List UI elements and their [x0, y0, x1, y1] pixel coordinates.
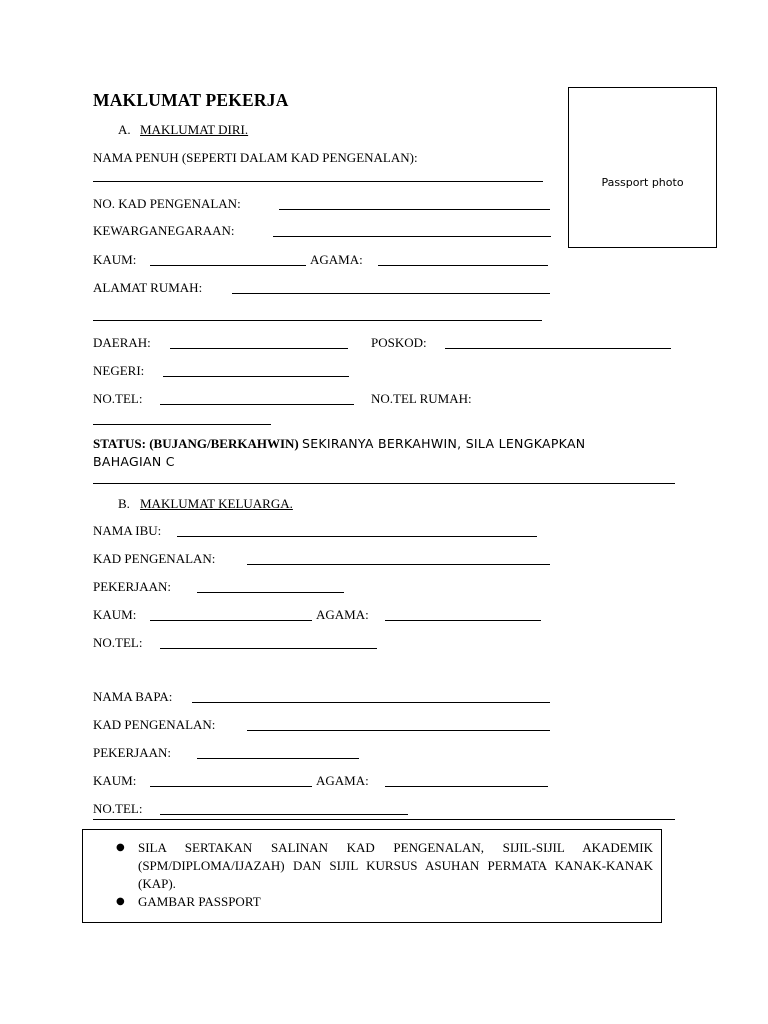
mother-name-field[interactable]	[177, 536, 537, 537]
mother-job-label: PEKERJAAN:	[93, 579, 172, 594]
section-divider	[93, 819, 675, 820]
note-item	[116, 893, 653, 911]
marital-status-note: SEKIRANYA BERKAHWIN, SILA LENGKAPKAN BAHAGIAN C	[93, 436, 586, 469]
address-label: ALAMAT RUMAH:	[93, 280, 203, 295]
passport-photo-box[interactable]	[568, 87, 717, 248]
full-name-field[interactable]	[93, 181, 543, 182]
notes-box	[82, 829, 662, 923]
mother-job-field[interactable]	[197, 592, 344, 593]
section-b-title: MAKLUMAT KELUARGA.	[140, 496, 293, 511]
passport-photo-placeholder: Passport photo	[601, 176, 684, 189]
mother-ic-field[interactable]	[247, 564, 550, 565]
state-field[interactable]	[163, 376, 349, 377]
religion-field[interactable]	[378, 265, 548, 266]
father-religion-field[interactable]	[385, 786, 548, 787]
father-religion-label: AGAMA:	[316, 773, 369, 788]
section-a-title: MAKLUMAT DIRI.	[140, 122, 249, 137]
ic-number-field[interactable]	[279, 209, 550, 210]
bullet-icon: ●	[116, 896, 125, 907]
status-field[interactable]	[93, 483, 675, 484]
section-a-heading	[118, 122, 248, 138]
mother-religion-label: AGAMA:	[316, 607, 369, 622]
mother-religion-field[interactable]	[385, 620, 541, 621]
mother-race-field[interactable]	[150, 620, 312, 621]
bullet-icon: ●	[116, 842, 125, 853]
state-label: NEGERI:	[93, 363, 145, 378]
father-ic-label: KAD PENGENALAN:	[93, 717, 216, 732]
section-b-number: B.	[118, 496, 130, 511]
father-name-label: NAMA BAPA:	[93, 689, 173, 704]
father-name-field[interactable]	[192, 702, 550, 703]
phone-field[interactable]	[160, 404, 354, 405]
address-field-1[interactable]	[232, 293, 550, 294]
father-race-label: KAUM:	[93, 773, 137, 788]
race-field[interactable]	[150, 265, 306, 266]
mother-race-label: KAUM:	[93, 607, 137, 622]
section-b-heading	[118, 496, 293, 512]
note-documents: SILA SERTAKAN SALINAN KAD PENGENALAN, SIJIL-SIJIL AKADEMIK (SPM/DIPLOMA/IJAZAH) DAN SIJIL KURSUS ASUHAN PERMATA KANAK-KANAK (KAP).	[138, 840, 653, 891]
father-race-field[interactable]	[150, 786, 312, 787]
postcode-field[interactable]	[445, 348, 671, 349]
marital-status	[93, 435, 633, 471]
father-phone-field[interactable]	[160, 814, 408, 815]
mother-phone-label: NO.TEL:	[93, 635, 143, 650]
race-label: KAUM:	[93, 252, 137, 267]
postcode-label: POSKOD:	[371, 335, 427, 350]
full-name-label: NAMA PENUH (SEPERTI DALAM KAD PENGENALAN):	[93, 150, 418, 165]
mother-name-label: NAMA IBU:	[93, 523, 162, 538]
note-passport-photo: GAMBAR PASSPORT	[138, 894, 261, 909]
page-title: MAKLUMAT PEKERJA	[93, 90, 289, 110]
note-item	[116, 839, 653, 893]
marital-status-label: STATUS: (BUJANG/BERKAHWIN)	[93, 436, 299, 451]
address-field-2[interactable]	[93, 320, 542, 321]
citizenship-field[interactable]	[273, 236, 551, 237]
father-ic-field[interactable]	[247, 730, 550, 731]
section-a-number: A.	[118, 122, 131, 137]
phone-label: NO.TEL:	[93, 391, 143, 406]
district-label: DAERAH:	[93, 335, 151, 350]
father-job-label: PEKERJAAN:	[93, 745, 172, 760]
mother-phone-field[interactable]	[160, 648, 377, 649]
father-job-field[interactable]	[197, 758, 359, 759]
home-phone-label: NO.TEL RUMAH:	[371, 391, 472, 406]
religion-label: AGAMA:	[310, 252, 363, 267]
ic-number-label: NO. KAD PENGENALAN:	[93, 196, 241, 211]
district-field[interactable]	[170, 348, 348, 349]
home-phone-field[interactable]	[93, 424, 271, 425]
citizenship-label: KEWARGANEGARAAN:	[93, 223, 235, 238]
mother-ic-label: KAD PENGENALAN:	[93, 551, 216, 566]
father-phone-label: NO.TEL:	[93, 801, 143, 816]
